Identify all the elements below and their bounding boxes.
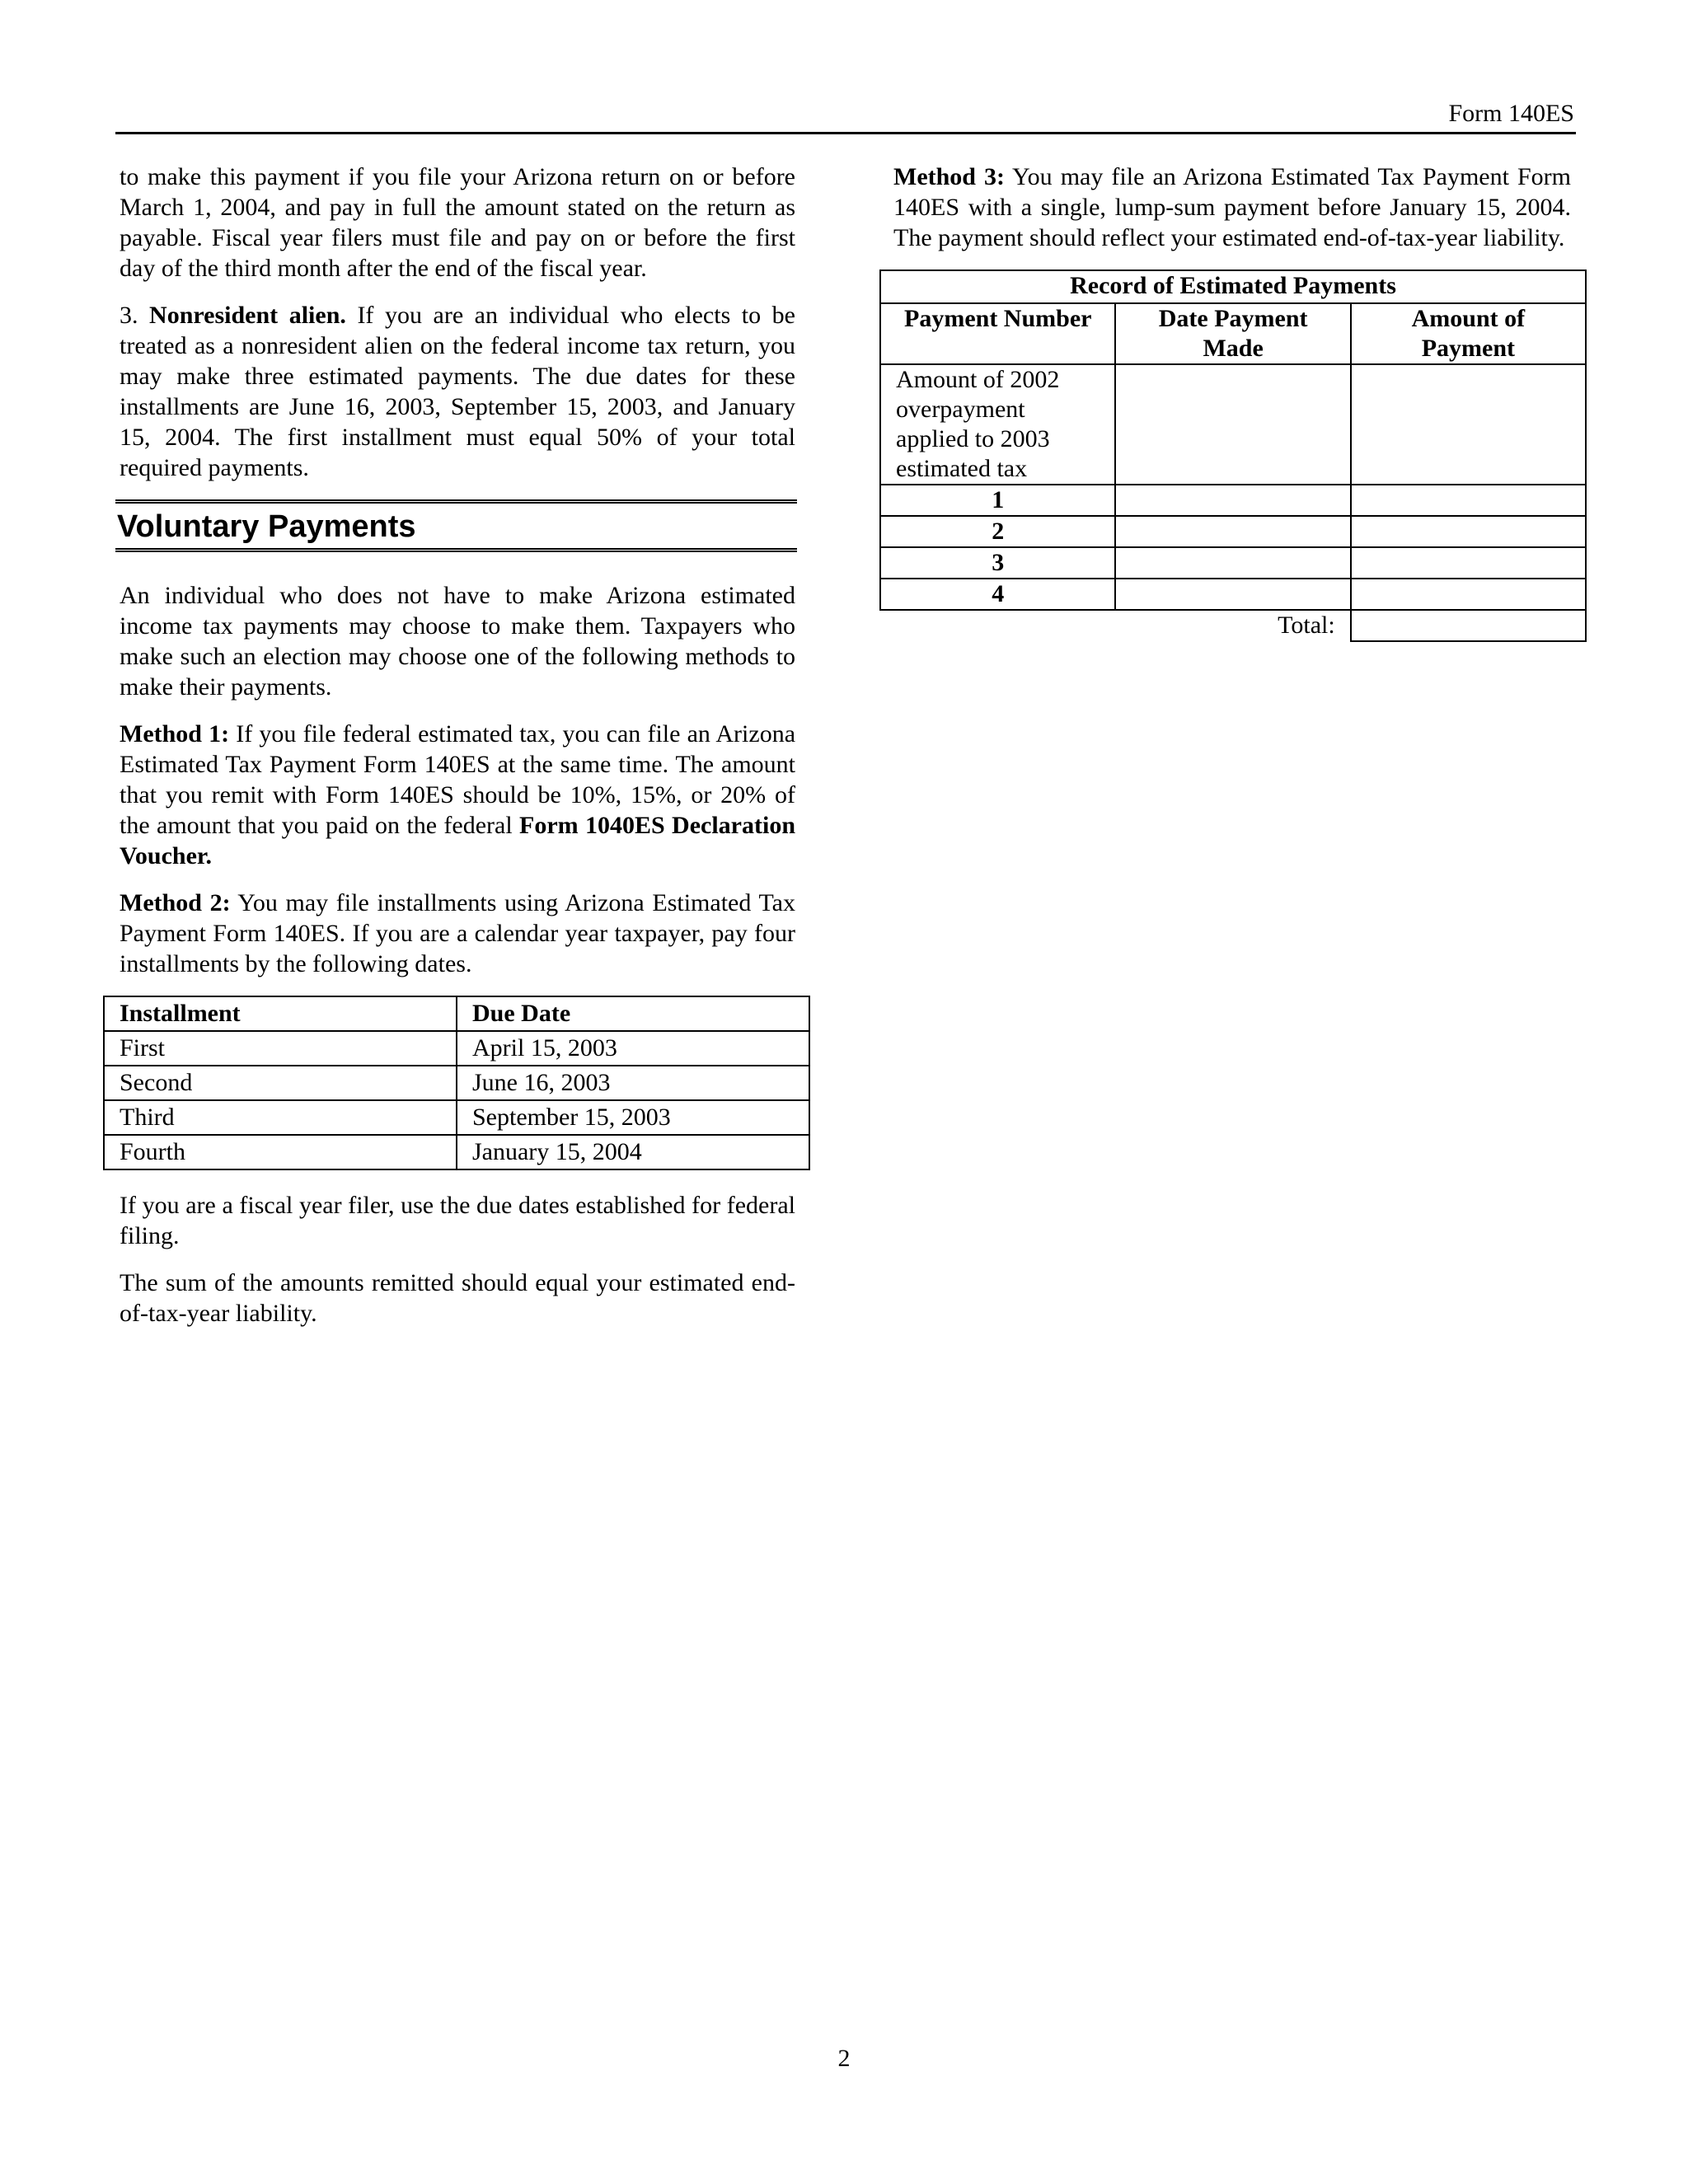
method3-label: Method 3: (893, 163, 1006, 190)
table-row (104, 1066, 809, 1100)
sum-note: The sum of the amounts remitted should equal your estimated end-of-tax-year liability. (120, 1269, 795, 1327)
overpayment-label: Amount of 2002 overpayment applied to 2003 estimated tax (880, 364, 1115, 485)
method2-text: You may file installments using Arizona Estimated Tax Payment Form 140ES. If you are a calendar year taxpayer, pay four installments by the following dates. (120, 889, 795, 977)
record-title-row (880, 270, 1586, 303)
installment-table (103, 996, 810, 1170)
payment-number: 4 (880, 579, 1115, 610)
due-date-cell: June 16, 2003 (457, 1066, 809, 1100)
nonresident-alien-paragraph (120, 300, 795, 483)
method1-bold-tail: Form 1040ES Declaration Voucher. (120, 812, 796, 869)
amount-input-cell[interactable] (1351, 364, 1586, 485)
section-title: Voluntary Payments (117, 509, 416, 544)
method1-label: Method 1: (120, 720, 230, 748)
total-row (880, 610, 1586, 641)
table-row (104, 1135, 809, 1169)
header-payment-number: Payment Number (880, 303, 1115, 364)
installment-cell: Fourth (104, 1135, 457, 1169)
date-input-cell[interactable] (1115, 485, 1350, 516)
total-input-cell[interactable] (1351, 610, 1586, 641)
item-text: If you are an individual who elects to be treated as a nonresident alien on the federal income tax return, you may make three estimated payments. The due dates for these installments are June 16, 2003, September 15, 2003, and January 15, 2004. The first installment must equal 50% of your total required payments. (120, 302, 795, 481)
amount-input-cell[interactable] (1351, 516, 1586, 547)
method2-label: Method 2: (120, 889, 231, 916)
overpayment-row (880, 364, 1586, 485)
due-date-cell: September 15, 2003 (457, 1100, 809, 1135)
total-label: Total: (1278, 612, 1335, 639)
form-label: Form 140ES (1448, 100, 1574, 127)
date-input-cell[interactable] (1115, 579, 1350, 610)
method2-paragraph (120, 888, 795, 979)
table-row (104, 1100, 809, 1135)
amount-input-cell[interactable] (1351, 547, 1586, 579)
date-input-cell[interactable] (1115, 516, 1350, 547)
date-input-cell[interactable] (1115, 364, 1350, 485)
header-rule (115, 132, 1576, 134)
installment-cell: Second (104, 1066, 457, 1100)
left-column (117, 162, 796, 1345)
voluntary-intro: An individual who does not have to make Arizona estimated income tax payments may choose to make them. Taxpayers who make such an election may choose one of the following methods to make their payments. (120, 582, 795, 701)
page-number: 2 (837, 2045, 851, 2072)
right-column (893, 162, 1571, 642)
payment-number: 1 (880, 485, 1115, 516)
table-row (880, 579, 1586, 610)
due-date-cell: January 15, 2004 (457, 1135, 809, 1169)
record-of-payments-table (879, 269, 1587, 642)
header-amount-of-payment: Amount of Payment (1351, 303, 1586, 364)
due-date-cell: April 15, 2003 (457, 1031, 809, 1066)
header-date-payment-made: Date Payment Made (1115, 303, 1350, 364)
method3-text: You may file an Arizona Estimated Tax Payment Form 140ES with a single, lump-sum payment before January 15, 2004. The payment should reflect your estimated end-of-tax-year liability. (893, 163, 1572, 251)
item-title: Nonresident alien. (149, 302, 346, 329)
table-row (880, 547, 1586, 579)
amount-input-cell[interactable] (1351, 485, 1586, 516)
header-installment: Installment (104, 996, 457, 1031)
record-title: Record of Estimated Payments (880, 270, 1586, 303)
table-row (880, 485, 1586, 516)
item-number: 3. (120, 302, 138, 329)
section-heading (115, 499, 797, 552)
fiscal-note: If you are a fiscal year filer, use the due dates established for federal filing. (120, 1192, 795, 1249)
continued-paragraph: to make this payment if you file your Arizona return on or before March 1, 2004, and pay in full the amount stated on the return as payable. Fiscal year filers must file and pay on or before the first day of the third month after the end of the fiscal year. (120, 163, 795, 282)
date-input-cell[interactable] (1115, 547, 1350, 579)
table-row (104, 1031, 809, 1066)
table-row (880, 516, 1586, 547)
payment-number: 3 (880, 547, 1115, 579)
method3-paragraph (893, 162, 1571, 253)
method1-paragraph (120, 719, 795, 871)
installment-cell: First (104, 1031, 457, 1066)
method1-text: If you file federal estimated tax, you can file an Arizona Estimated Tax Payment Form 140ES at the same time. The amount that you remit with Form 140ES should be 10%, 15%, or 20% of the amount that you paid on the federal (120, 720, 796, 839)
header-due-date: Due Date (457, 996, 809, 1031)
payment-number: 2 (880, 516, 1115, 547)
table-header-row (104, 996, 809, 1031)
amount-input-cell[interactable] (1351, 579, 1586, 610)
record-header-row (880, 303, 1586, 364)
installment-cell: Third (104, 1100, 457, 1135)
